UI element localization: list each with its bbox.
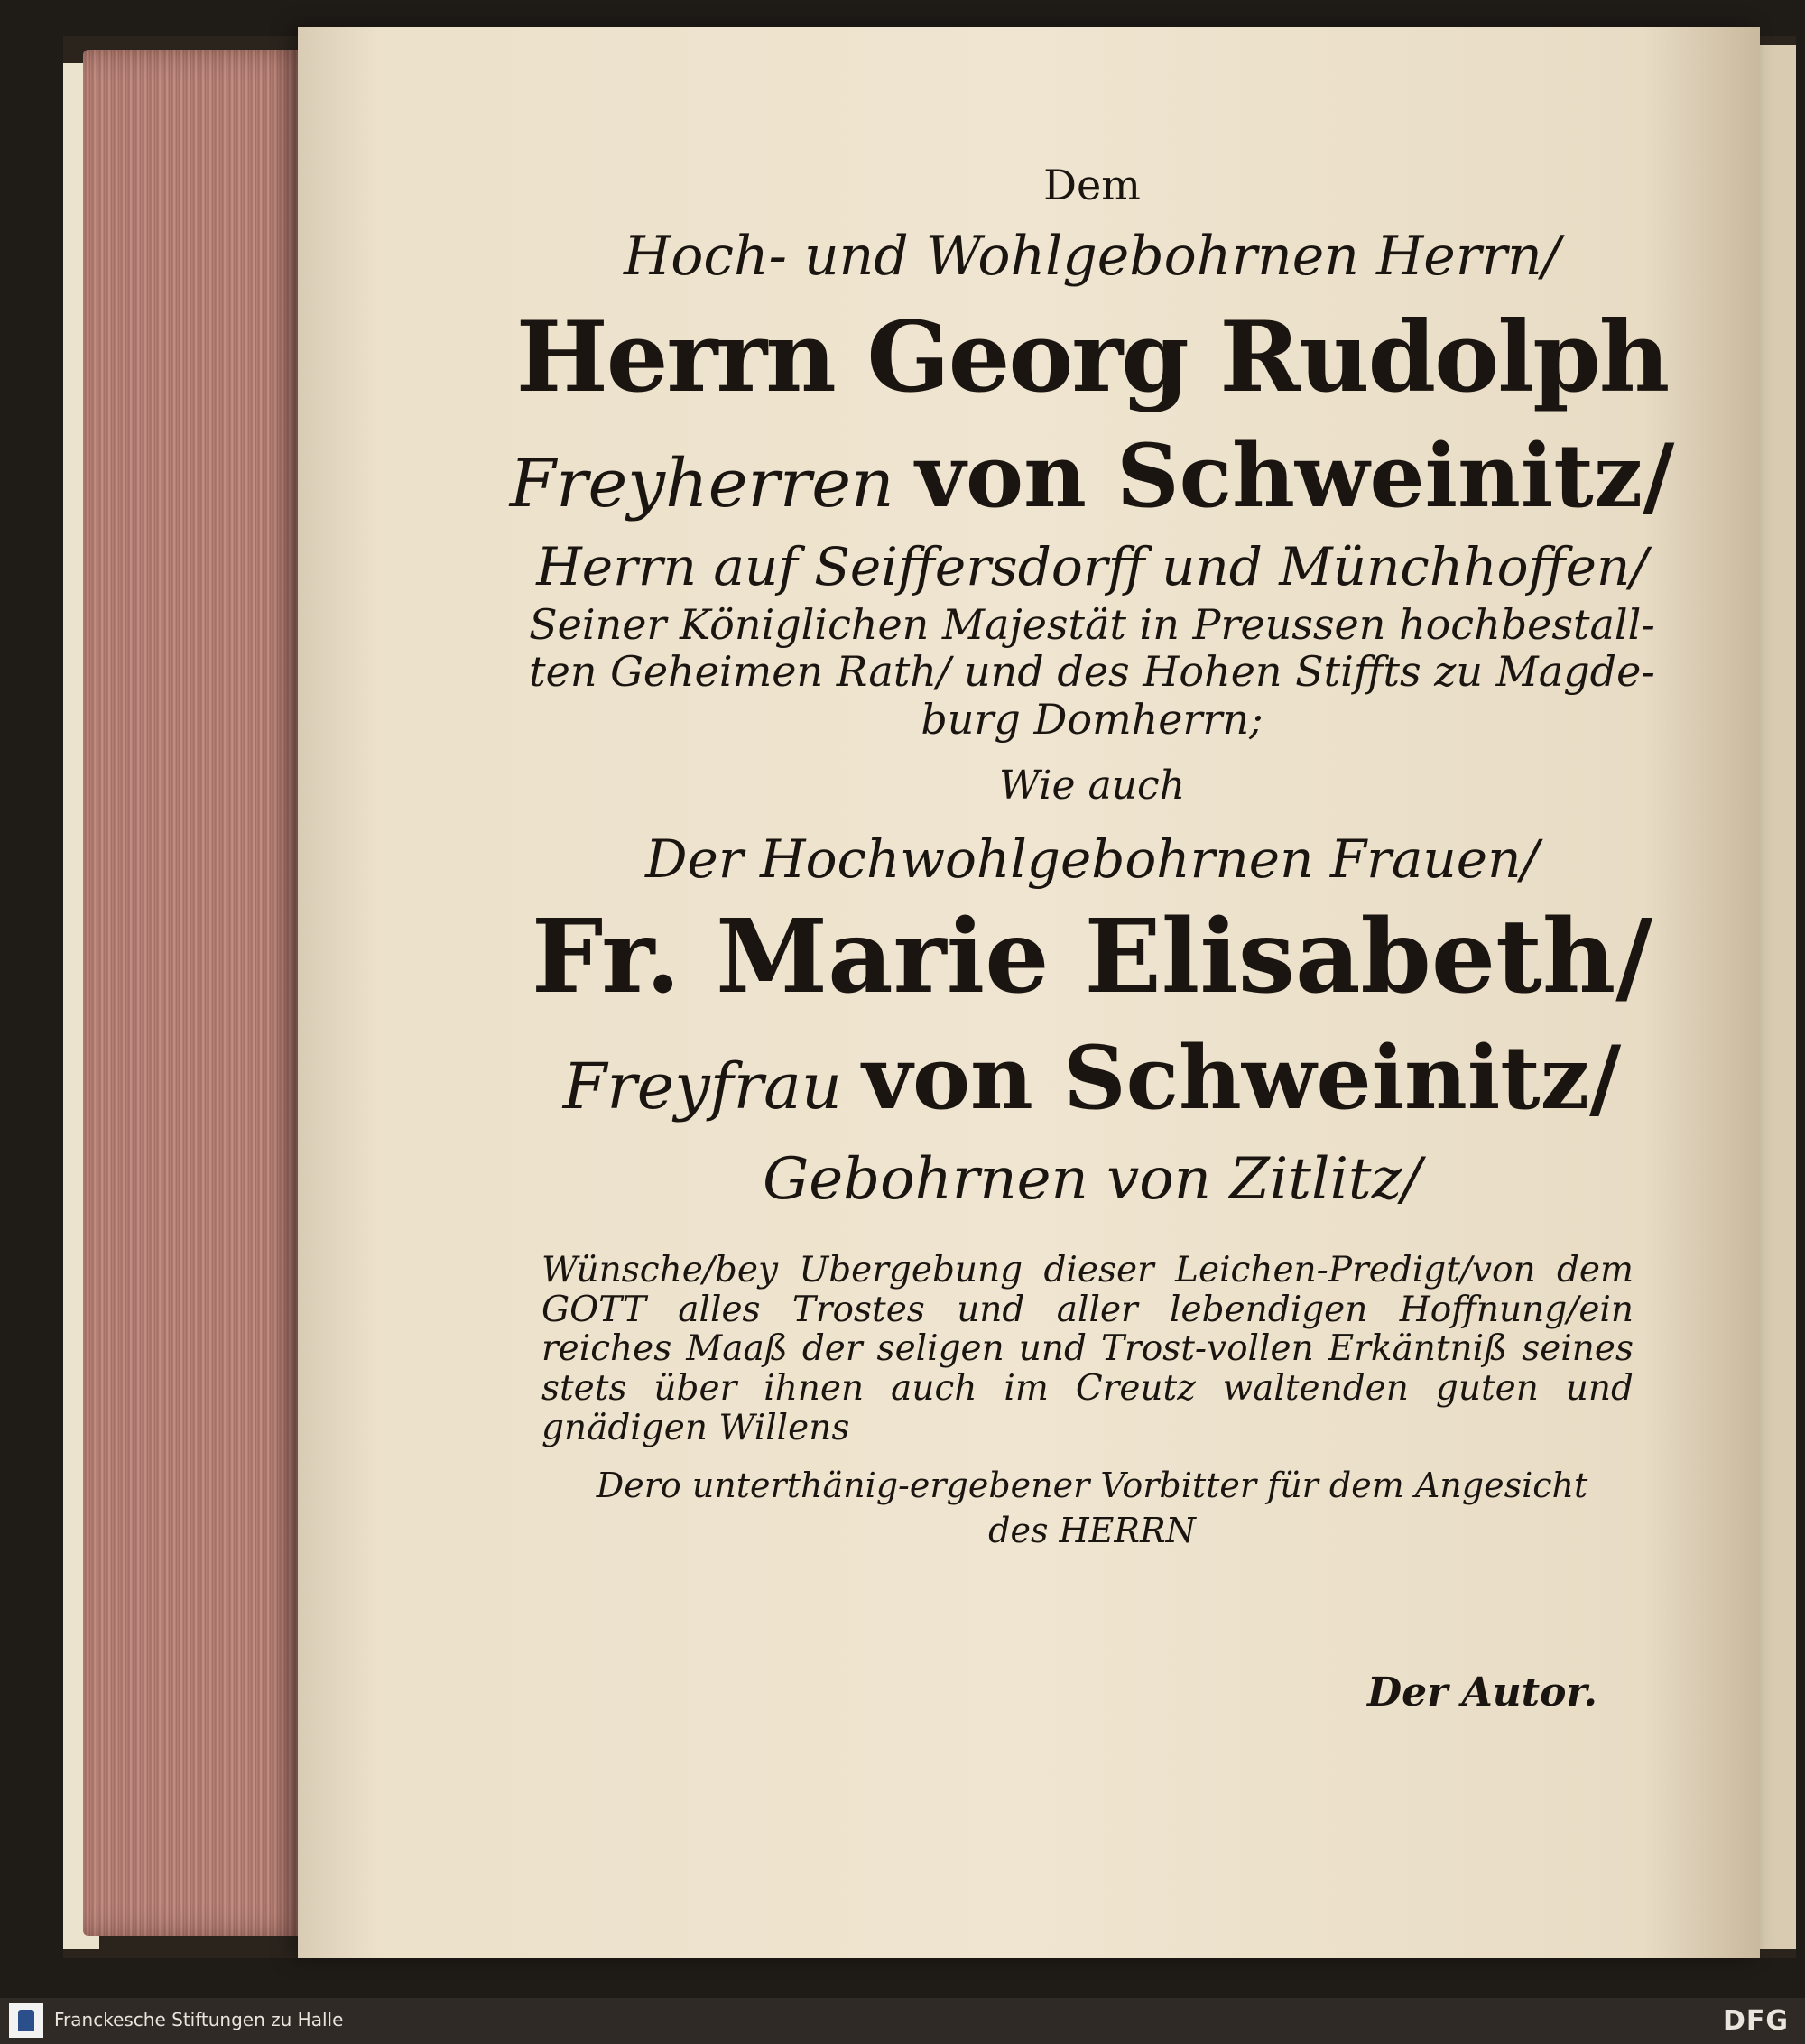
wishes-paragraph: Wünsche/bey Ubergebung dieser Leichen-Predigt/von dem GOTT alles Trostes und aller lebendigen Hoffnung/ein reiches Maaß der seligen und Trost-vollen Erkäntniß seines stets über ihnen auch im Creutz waltenden guten und gnädigen Willens [542, 1249, 1634, 1448]
line-der-frauen: Der Hochwohlgebohrnen Frauen/ [645, 828, 1539, 890]
dedication-text [505, 162, 1679, 1551]
line-hoch: Hoch- und Wohlgebohrnen Herrn/ [623, 224, 1561, 288]
line-dero-2: des HERRN [988, 1510, 1196, 1550]
line-freyfrau [505, 1026, 1679, 1129]
freyfrau-prefix: Freyfrau [562, 1049, 842, 1124]
line-name-georg-rudolph: Herrn Georg Rudolph [515, 300, 1669, 414]
freyherren-name: von Schweinitz/ [915, 425, 1675, 528]
freyfrau-name: von Schweinitz/ [862, 1026, 1622, 1129]
line-dem: Dem [1043, 161, 1141, 209]
line-wie-auch: Wie auch [998, 762, 1186, 809]
adjacent-page-edge [1760, 45, 1796, 1949]
line-title-1: Seiner Königlichen Majestät in Preussen hochbestall- [529, 599, 1655, 649]
line-gebohrnen: Gebohrnen von Zitlitz/ [763, 1145, 1421, 1213]
line-title-3: burg Domherrn; [921, 694, 1264, 744]
line-title-2: ten Geheimen Rath/ und des Hohen Stiffts zu Magde- [529, 647, 1655, 697]
line-freyherren [505, 425, 1679, 528]
line-herrn-auf: Herrn auf Seiffersdorff und Münchhoffen/ [536, 535, 1648, 597]
freyherren-prefix: Freyherren [509, 445, 894, 523]
footer-institution: Franckesche Stiftungen zu Halle [54, 2009, 344, 2030]
author-signature: Der Autor. [1367, 1669, 1597, 1716]
dfg-logo: DFG [1722, 2005, 1789, 2037]
line-dero-1: Dero unterthänig-ergebener Vorbitter für dem Angesicht [596, 1466, 1588, 1506]
line-marie-elisabeth: Fr. Marie Elisabeth/ [531, 897, 1653, 1016]
page-fore-edge [83, 50, 309, 1936]
francke-foundations-logo-icon [9, 2003, 43, 2038]
viewer-footer [0, 1998, 1805, 2044]
